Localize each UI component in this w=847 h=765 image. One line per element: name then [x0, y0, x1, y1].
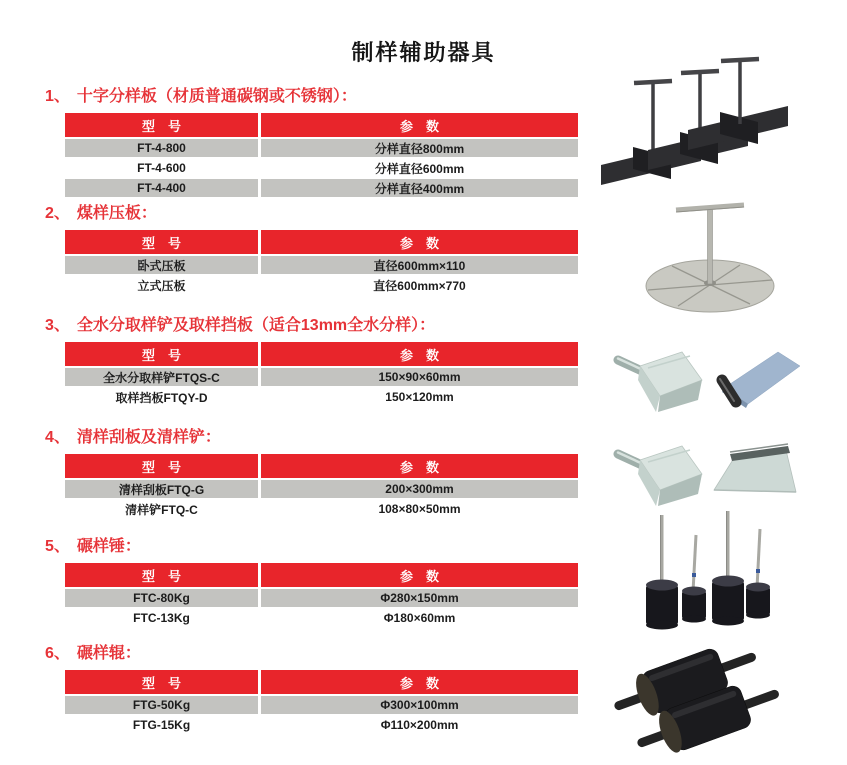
section-title: 碾样锤：	[76, 538, 141, 555]
section-title: 碾样辊：	[76, 645, 141, 662]
params-cell: Φ300×100mm	[261, 696, 578, 714]
model-column-header: 型 号	[65, 670, 258, 694]
params-cell: 150×90×60mm	[261, 368, 578, 386]
section-heading	[45, 86, 580, 108]
section-number: 5、	[45, 538, 70, 555]
section-sample-hammers	[45, 536, 580, 627]
table-header-row	[65, 342, 578, 366]
table-row	[65, 696, 578, 714]
model-cell: 清样铲FTQ-C	[65, 500, 258, 518]
params-column-header: 参 数	[261, 454, 578, 478]
section-title: 十字分样板（材质普通碳钢或不锈钢）：	[76, 88, 357, 105]
section-heading	[45, 315, 580, 337]
model-cell: FT-4-400	[65, 179, 258, 197]
model-cell: FTC-80Kg	[65, 589, 258, 607]
model-cell: FT-4-600	[65, 159, 258, 177]
model-cell: 取样挡板FTQY-D	[65, 388, 258, 406]
params-cell: 108×80×50mm	[261, 500, 578, 518]
model-cell: FTG-50Kg	[65, 696, 258, 714]
table-header-row	[65, 454, 578, 478]
page-title: 制样辅助器具	[351, 40, 496, 65]
model-cell: 全水分取样铲FTQS-C	[65, 368, 258, 386]
section-title: 煤样压板：	[76, 205, 157, 222]
moisture-scoop-and-guard-plate-photo	[602, 338, 807, 430]
model-column-header: 型 号	[65, 563, 258, 587]
params-cell: 分样直径600mm	[261, 159, 578, 177]
section-heading	[45, 536, 580, 558]
params-column-header: 参 数	[261, 670, 578, 694]
table-row	[65, 256, 578, 274]
sample-hammers-photo	[628, 505, 793, 633]
model-cell: FT-4-800	[65, 139, 258, 157]
table-row	[65, 276, 578, 294]
table-row	[65, 589, 578, 607]
params-cell: Φ110×200mm	[261, 716, 578, 734]
params-cell: Φ180×60mm	[261, 609, 578, 627]
table-row	[65, 609, 578, 627]
params-column-header: 参 数	[261, 563, 578, 587]
table-row	[65, 500, 578, 518]
section-sample-rollers	[45, 643, 580, 734]
table-row	[65, 179, 578, 197]
table-header-row	[65, 230, 578, 254]
section-moisture-scoop	[45, 315, 580, 406]
section-press-plates	[45, 203, 580, 294]
table-header-row	[65, 670, 578, 694]
params-cell: Φ280×150mm	[261, 589, 578, 607]
params-column-header: 参 数	[261, 342, 578, 366]
spec-table	[65, 230, 578, 294]
section-number: 2、	[45, 205, 70, 222]
section-cleaning-tools	[45, 427, 580, 518]
table-row	[65, 368, 578, 386]
table-row	[65, 139, 578, 157]
params-cell: 直径600mm×770	[261, 276, 578, 294]
spec-table	[65, 113, 578, 197]
table-row	[65, 159, 578, 177]
table-row	[65, 716, 578, 734]
model-cell: 清样刮板FTQ-G	[65, 480, 258, 498]
params-cell: 分样直径800mm	[261, 139, 578, 157]
sample-rollers-photo	[600, 636, 795, 758]
params-column-header: 参 数	[261, 113, 578, 137]
section-number: 3、	[45, 317, 70, 334]
cross-sample-dividers-photo	[598, 12, 833, 187]
model-cell: 立式压板	[65, 276, 258, 294]
table-row	[65, 388, 578, 406]
spec-table	[65, 454, 578, 518]
section-cross-dividers	[45, 86, 580, 197]
table-row	[65, 480, 578, 498]
model-column-header: 型 号	[65, 113, 258, 137]
section-number: 4、	[45, 429, 70, 446]
section-number: 1、	[45, 88, 70, 105]
section-heading	[45, 643, 580, 665]
params-cell: 200×300mm	[261, 480, 578, 498]
vertical-press-plate-photo	[618, 192, 803, 322]
model-cell: 卧式压板	[65, 256, 258, 274]
params-column-header: 参 数	[261, 230, 578, 254]
spec-table	[65, 342, 578, 406]
table-header-row	[65, 113, 578, 137]
table-header-row	[65, 563, 578, 587]
params-cell: 分样直径400mm	[261, 179, 578, 197]
section-number: 6、	[45, 645, 70, 662]
section-heading	[45, 203, 580, 225]
model-column-header: 型 号	[65, 342, 258, 366]
section-title: 清样刮板及清样铲：	[76, 429, 221, 446]
params-cell: 150×120mm	[261, 388, 578, 406]
spec-table	[65, 670, 578, 734]
spec-table	[65, 563, 578, 627]
model-column-header: 型 号	[65, 230, 258, 254]
section-heading	[45, 427, 580, 449]
model-column-header: 型 号	[65, 454, 258, 478]
params-cell: 直径600mm×110	[261, 256, 578, 274]
model-cell: FTC-13Kg	[65, 609, 258, 627]
section-title: 全水分取样铲及取样挡板（适合13mm全水分样）：	[76, 317, 436, 334]
model-cell: FTG-15Kg	[65, 716, 258, 734]
